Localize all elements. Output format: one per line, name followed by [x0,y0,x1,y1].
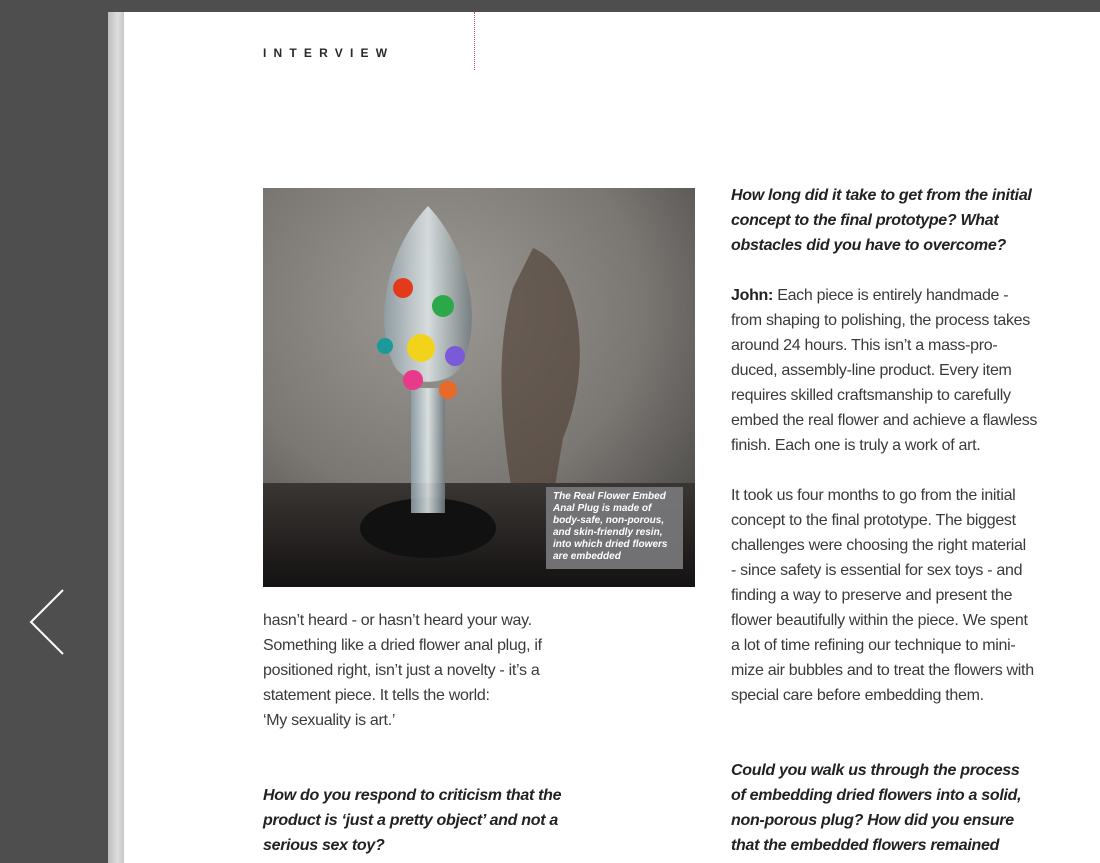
book-spine [108,12,124,863]
section-label: INTERVIEW [263,46,395,60]
right-column [731,183,1071,858]
previous-page-button[interactable] [28,588,68,656]
photo-caption: The Real Flower Embed Anal Plug is made of body-safe, non-porous, and skin-friendly resin, into which dried flowers are embedded [546,487,683,569]
body-paragraph: hasn’t heard - or hasn’t heard your way. Something like a dried flower anal plug, if positioned right, isn’t just a novelty - it’s a statement piece. It tells the world: ‘My sexuality is art.’ [263,612,542,729]
speaker-name: John: [731,287,774,304]
chevron-left-icon [28,588,68,656]
left-column [263,608,593,858]
fold-guide [474,12,475,70]
interview-question: Could you walk us through the process of embedding dried flowers into a solid, non-porous plug? How did you ensure that the embedded flowers remained [731,762,1022,854]
answer-paragraph: It took us four months to go from the initial concept to the final prototype. The biggest challenges were choosing the right material - since safety is essential for sex toys - and finding a way to preserve and present the flower beautifully within the piece. We spent a lot of time refining our technique to mini- mize air bubbles and to treat the flowers with special care before embedding them. [731,487,1034,704]
answer-paragraph: John: Each piece is entirely handmade - from shaping to polishing, the process takes around 24 hours. This isn’t a mass-pro- duced, assembly-line product. Every item requires skilled craftsmanship to carefully embed the real flower and achieve a flawless finish. Each one is truly a work of art. [731,287,1038,454]
product-photo [263,188,695,587]
magazine-page [124,12,1100,863]
interview-question: How long did it take to get from the initial concept to the final prototype? What obstacles did you have to overcome? [731,187,1032,254]
interview-question: How do you respond to criticism that the product is ‘just a pretty object’ and not a serious sex toy? [263,787,562,854]
